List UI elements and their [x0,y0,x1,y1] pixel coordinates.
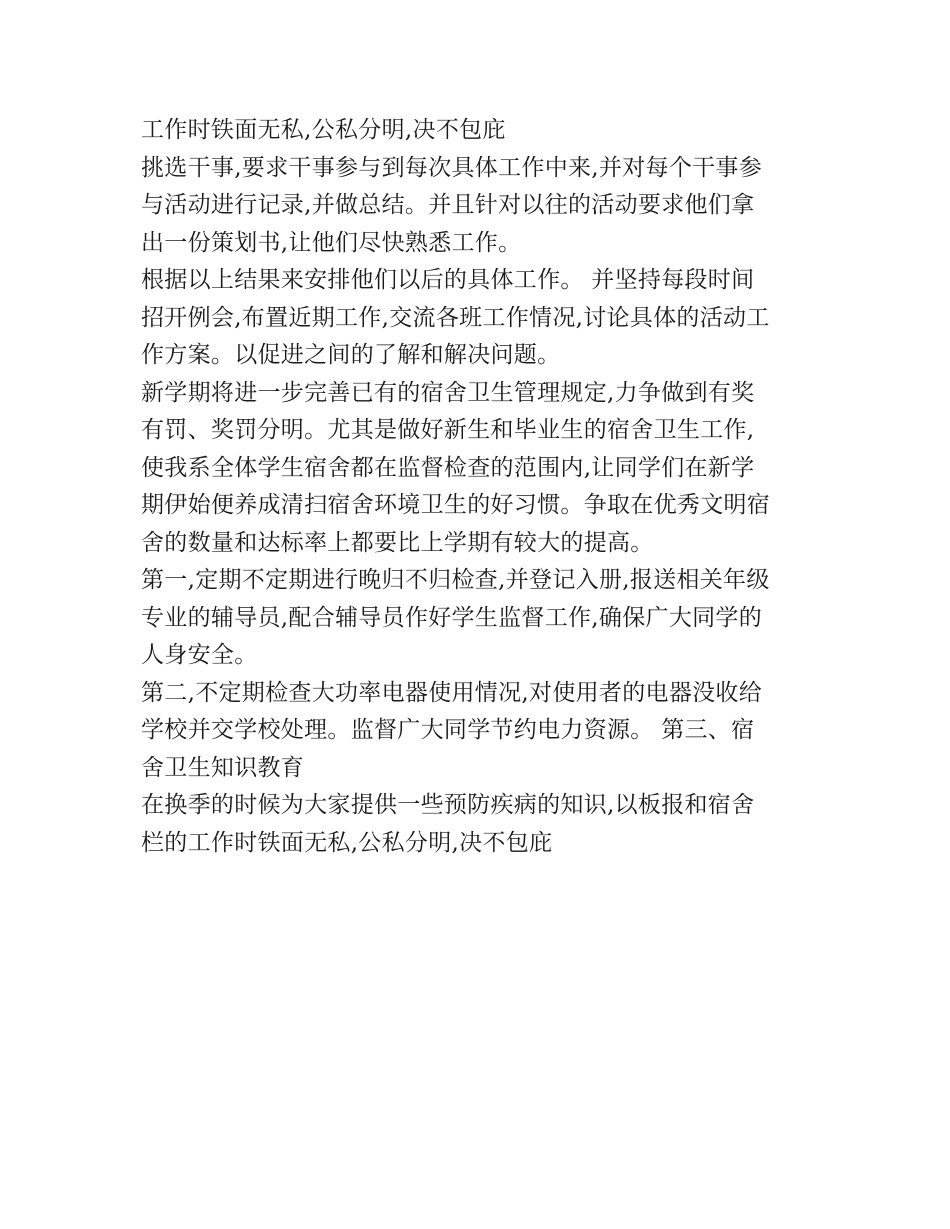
text-line: 舍的数量和达标率上都要比上学期有较大的提高。 [141,529,654,556]
text-line: 与活动进行记录,并做总结。并且针对以往的活动要求他们拿 [141,192,755,218]
text-line: 出一份策划书,让他们尽快熟悉工作。 [141,229,522,256]
text-line: 人身安全。 [141,642,258,668]
document-body [141,112,821,862]
text-line: 挑选干事,要求干事参与到每次具体工作中来,并对每个干事参 [141,154,763,181]
text-line: 第二,不定期检查大功率电器使用情况,对使用者的电器没收给 [141,679,763,706]
text-line: 专业的辅导员,配合辅导员作好学生监督工作,确保广大同学的 [141,604,763,631]
text-line: 作方案。以促进之间的了解和解决问题。 [141,342,561,368]
text-line: 在换季的时候为大家提供一些预防疾病的知识,以板报和宿舍 [141,792,755,818]
text-line: 招开例会,布置近期工作,交流各班工作情况,讨论具体的活动工 [141,304,770,331]
text-line: 有罚、奖罚分明。尤其是做好新生和毕业生的宿舍卫生工作, [141,417,755,443]
text-line: 舍卫生知识教育 [141,754,305,781]
text-line: 学校并交学校处理。监督广大同学节约电力资源。 第三、宿 [141,717,755,743]
text-line: 栏的工作时铁面无私,公私分明,决不包庇 [141,829,553,856]
text-line: 第一,定期不定期进行晚归不归检查,并登记入册,报送相关年级 [141,567,770,593]
text-line: 使我系全体学生宿舍都在监督检查的范围内,让同学们在新学 [141,454,755,481]
text-line: 根据以上结果来安排他们以后的具体工作。 并坚持每段时间 [141,267,755,293]
text-line: 新学期将进一步完善已有的宿舍卫生管理规定,力争做到有奖 [141,379,755,406]
text-line: 工作时铁面无私,公私分明,决不包庇 [141,117,506,143]
text-line: 期伊始便养成清扫宿舍环境卫生的好习惯。争取在优秀文明宿 [141,492,771,518]
